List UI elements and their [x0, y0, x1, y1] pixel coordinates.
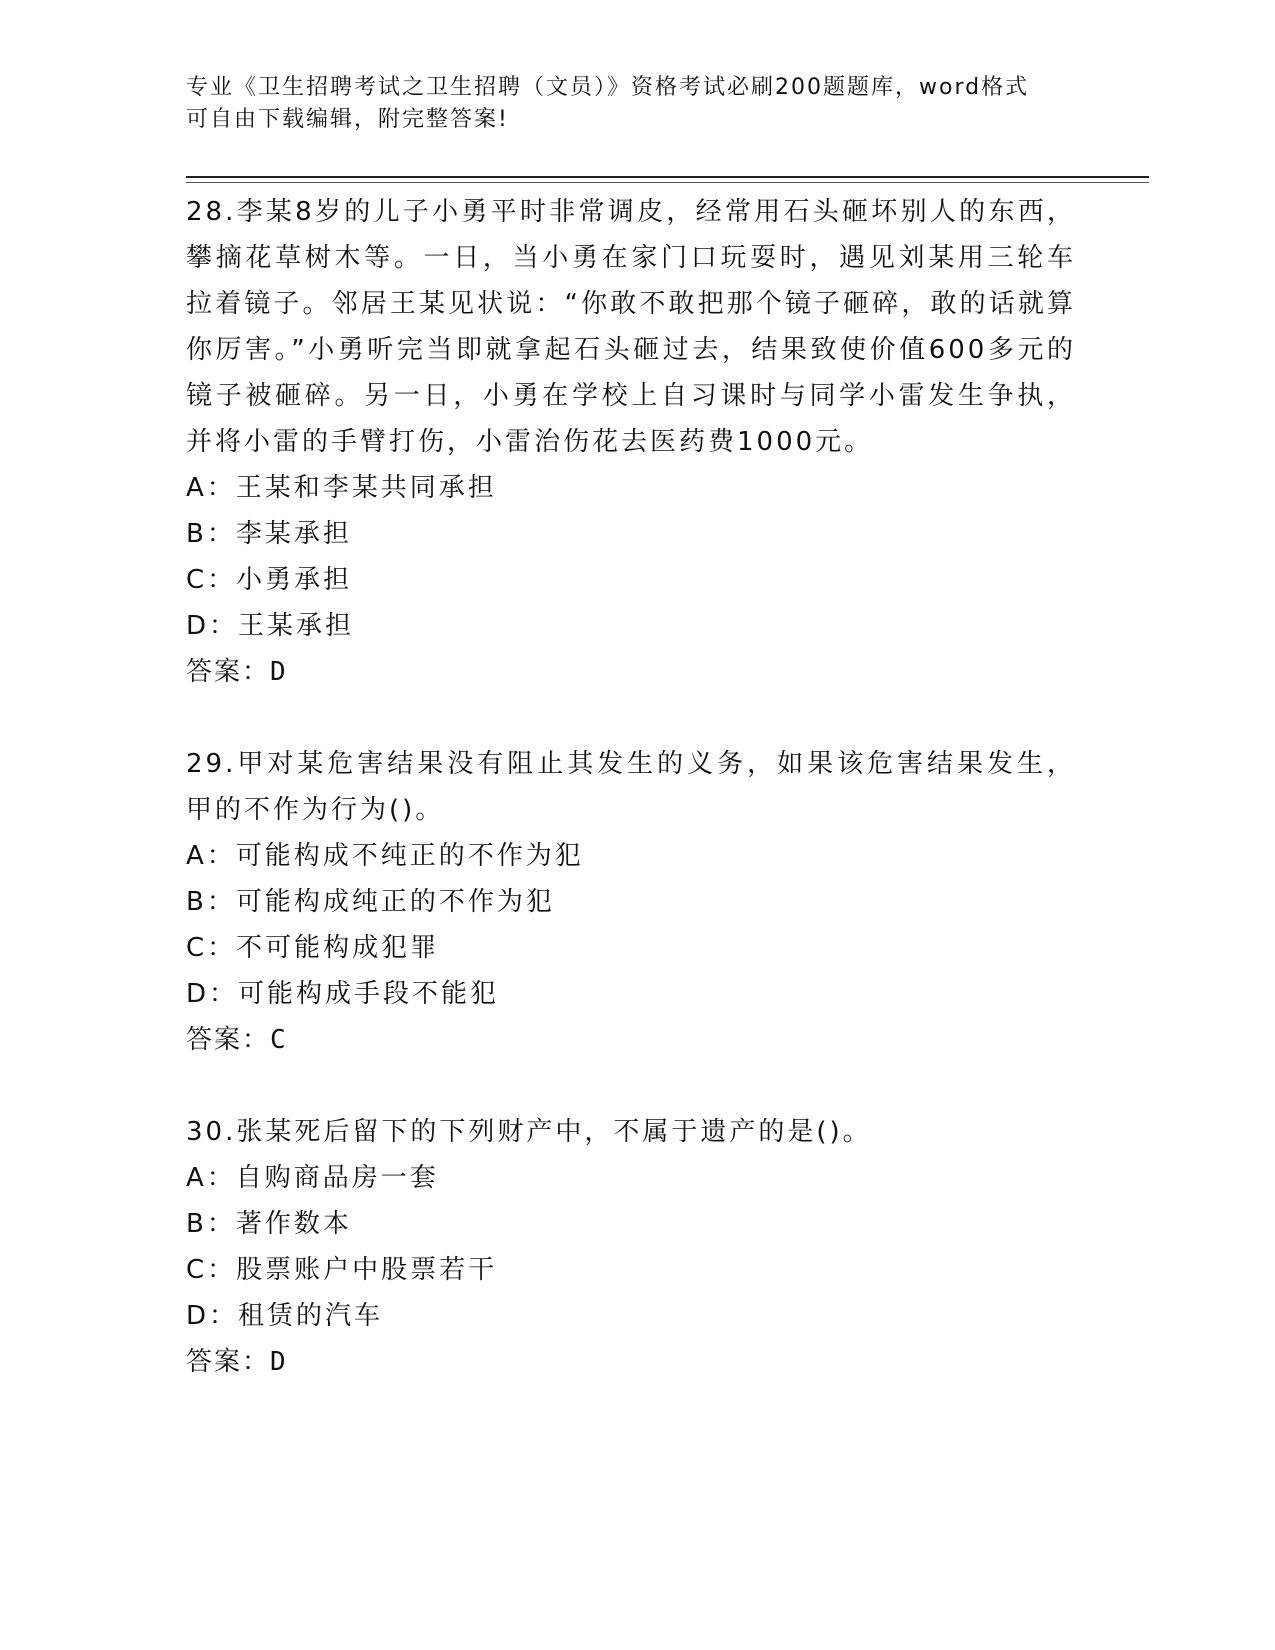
header-rule-thin	[186, 182, 1149, 183]
option-b: B：著作数本	[186, 1209, 352, 1239]
question-stem: 29.甲对某危害结果没有阻止其发生的义务，如果该危害结果发生，甲的不作为行为()。	[186, 749, 1076, 825]
option-c: C：不可能构成犯罪	[186, 933, 440, 963]
question-stem: 30.张某死后留下的下列财产中，不属于遗产的是()。	[186, 1117, 872, 1147]
option-d: D：可能构成手段不能犯	[186, 979, 500, 1009]
option-c: C：小勇承担	[186, 565, 353, 595]
option-d: D：王某承担	[186, 611, 355, 641]
question-28	[186, 189, 1076, 695]
answer-line	[186, 1339, 1076, 1385]
option-a: A：王某和李某共同承担	[186, 473, 497, 503]
answer-label: 答案：	[186, 1347, 271, 1377]
question-29	[186, 741, 1076, 1063]
answer-value: D	[270, 1347, 288, 1377]
header-rule-thick	[186, 176, 1149, 178]
header-line-1: 专业《卫生招聘考试之卫生招聘（文员）》资格考试必刷200题题库，word格式	[186, 75, 1030, 100]
option-a: A：自购商品房一套	[186, 1163, 439, 1193]
answer-label: 答案：	[186, 1025, 271, 1055]
document-header	[186, 72, 1056, 136]
question-list	[186, 189, 1076, 1431]
answer-value: D	[270, 657, 288, 687]
header-line-2: 可自由下载编辑，附完整答案!	[186, 107, 509, 132]
option-a: A：可能构成不纯正的不作为犯	[186, 841, 584, 871]
question-stem: 28.李某8岁的儿子小勇平时非常调皮，经常用石头砸坏别人的东西，攀摘花草树木等。一日，当小勇在家门口玩耍时，遇见刘某用三轮车拉着镜子。邻居王某见状说：“你敢不敢把那个镜子砸碎，敢的话就算你厉害。”小勇听完当即就拿起石头砸过去，结果致使价值600多元的镜子被砸碎。另一日，小勇在学校上自习课时与同学小雷发生争执，并将小雷的手臂打伤，小雷治伤花去医药费1000元。	[186, 197, 1076, 457]
answer-line	[186, 649, 1076, 695]
answer-value: C	[270, 1025, 288, 1055]
answer-label: 答案：	[186, 657, 271, 687]
answer-line	[186, 1017, 1076, 1063]
option-b: B：李某承担	[186, 519, 352, 549]
option-c: C：股票账户中股票若干	[186, 1255, 498, 1285]
option-b: B：可能构成纯正的不作为犯	[186, 887, 555, 917]
question-30	[186, 1109, 1076, 1385]
option-d: D：租赁的汽车	[186, 1301, 384, 1331]
